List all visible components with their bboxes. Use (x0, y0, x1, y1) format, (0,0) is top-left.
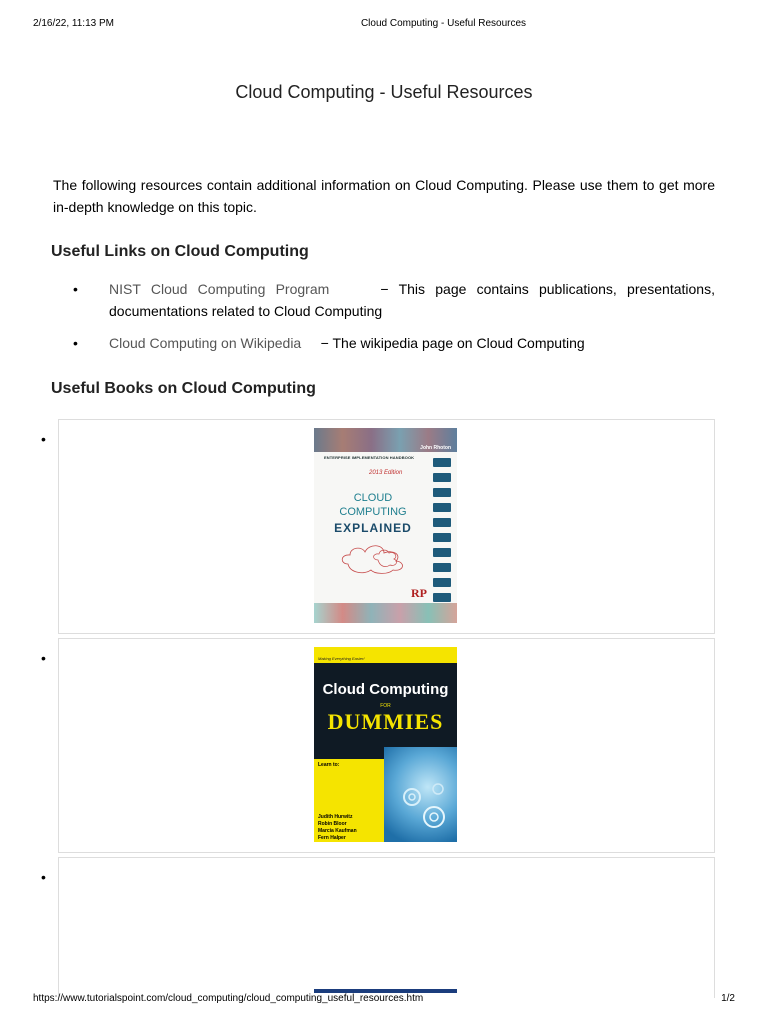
book-title-2: COMPUTING (339, 506, 407, 518)
book-title-line (314, 491, 432, 519)
cover-tabs (433, 458, 451, 608)
book-title: Cloud Computing (322, 681, 449, 698)
bullet-dot-icon: • (41, 869, 46, 885)
bullet-dot-icon: • (73, 281, 78, 297)
book-title-1: CLOUD (353, 492, 393, 504)
book-title-3: EXPLAINED (334, 521, 412, 535)
nist-link[interactable]: NIST Cloud Computing Program (109, 281, 330, 297)
list-item (73, 332, 715, 354)
cover-band (314, 603, 457, 623)
at-symbols-icon (394, 777, 454, 837)
list-item (73, 278, 715, 322)
book-card (58, 638, 715, 853)
book-tagline: Making Everything Easier! (318, 656, 365, 661)
wikipedia-link[interactable]: Cloud Computing on Wikipedia (109, 335, 302, 351)
book-authors (318, 814, 357, 842)
link-description: − The wikipedia page on Cloud Computing (320, 335, 585, 351)
print-title: Cloud Computing - Useful Resources (360, 18, 527, 29)
page-number: 1/2 (721, 993, 735, 1004)
book-card (58, 419, 715, 634)
book-dummies: DUMMIES (327, 709, 444, 734)
book-cover-cloud-computing-for-dummies[interactable] (314, 647, 457, 842)
bullet-dot-icon: • (73, 335, 78, 351)
intro-paragraph: The following resources contain additional information on Cloud Computing. Please use them to get more in-depth knowledge on this topic. (53, 177, 715, 215)
print-header (0, 18, 768, 32)
link-description: − This page contains publications, presentations, documentations related to Cloud Computing (109, 281, 715, 319)
book-for: FOR (380, 703, 391, 709)
author-name: Judith Hurwitz (318, 814, 353, 820)
book-card (58, 857, 715, 998)
author-name: Fern Halper (318, 835, 346, 841)
cloud-drawing-icon (338, 540, 418, 574)
author-name: Robin Bloor (318, 821, 347, 827)
book-learn-to: Learn to: (318, 762, 340, 768)
book-cover-cloud-computing-explained[interactable] (314, 428, 457, 623)
bullet-dot-icon: • (41, 431, 46, 447)
print-url: https://www.tutorialspoint.com/cloud_computing/cloud_computing_useful_resources.htm (33, 993, 424, 1004)
print-datetime: 2/16/22, 11:13 PM (33, 18, 114, 29)
links-heading: Useful Links on Cloud Computing (51, 243, 309, 260)
book-series: ENTERPRISE IMPLEMENTATION HANDBOOK (324, 455, 415, 460)
books-heading: Useful Books on Cloud Computing (51, 380, 316, 397)
book-author: John Rhoton (420, 445, 451, 451)
page-title: Cloud Computing - Useful Resources (235, 82, 533, 102)
publisher-logo: RP (411, 586, 427, 600)
bullet-dot-icon: • (41, 650, 46, 666)
author-name: Marcia Kaufman (318, 828, 357, 834)
book-edition: 2013 Edition (369, 470, 403, 476)
